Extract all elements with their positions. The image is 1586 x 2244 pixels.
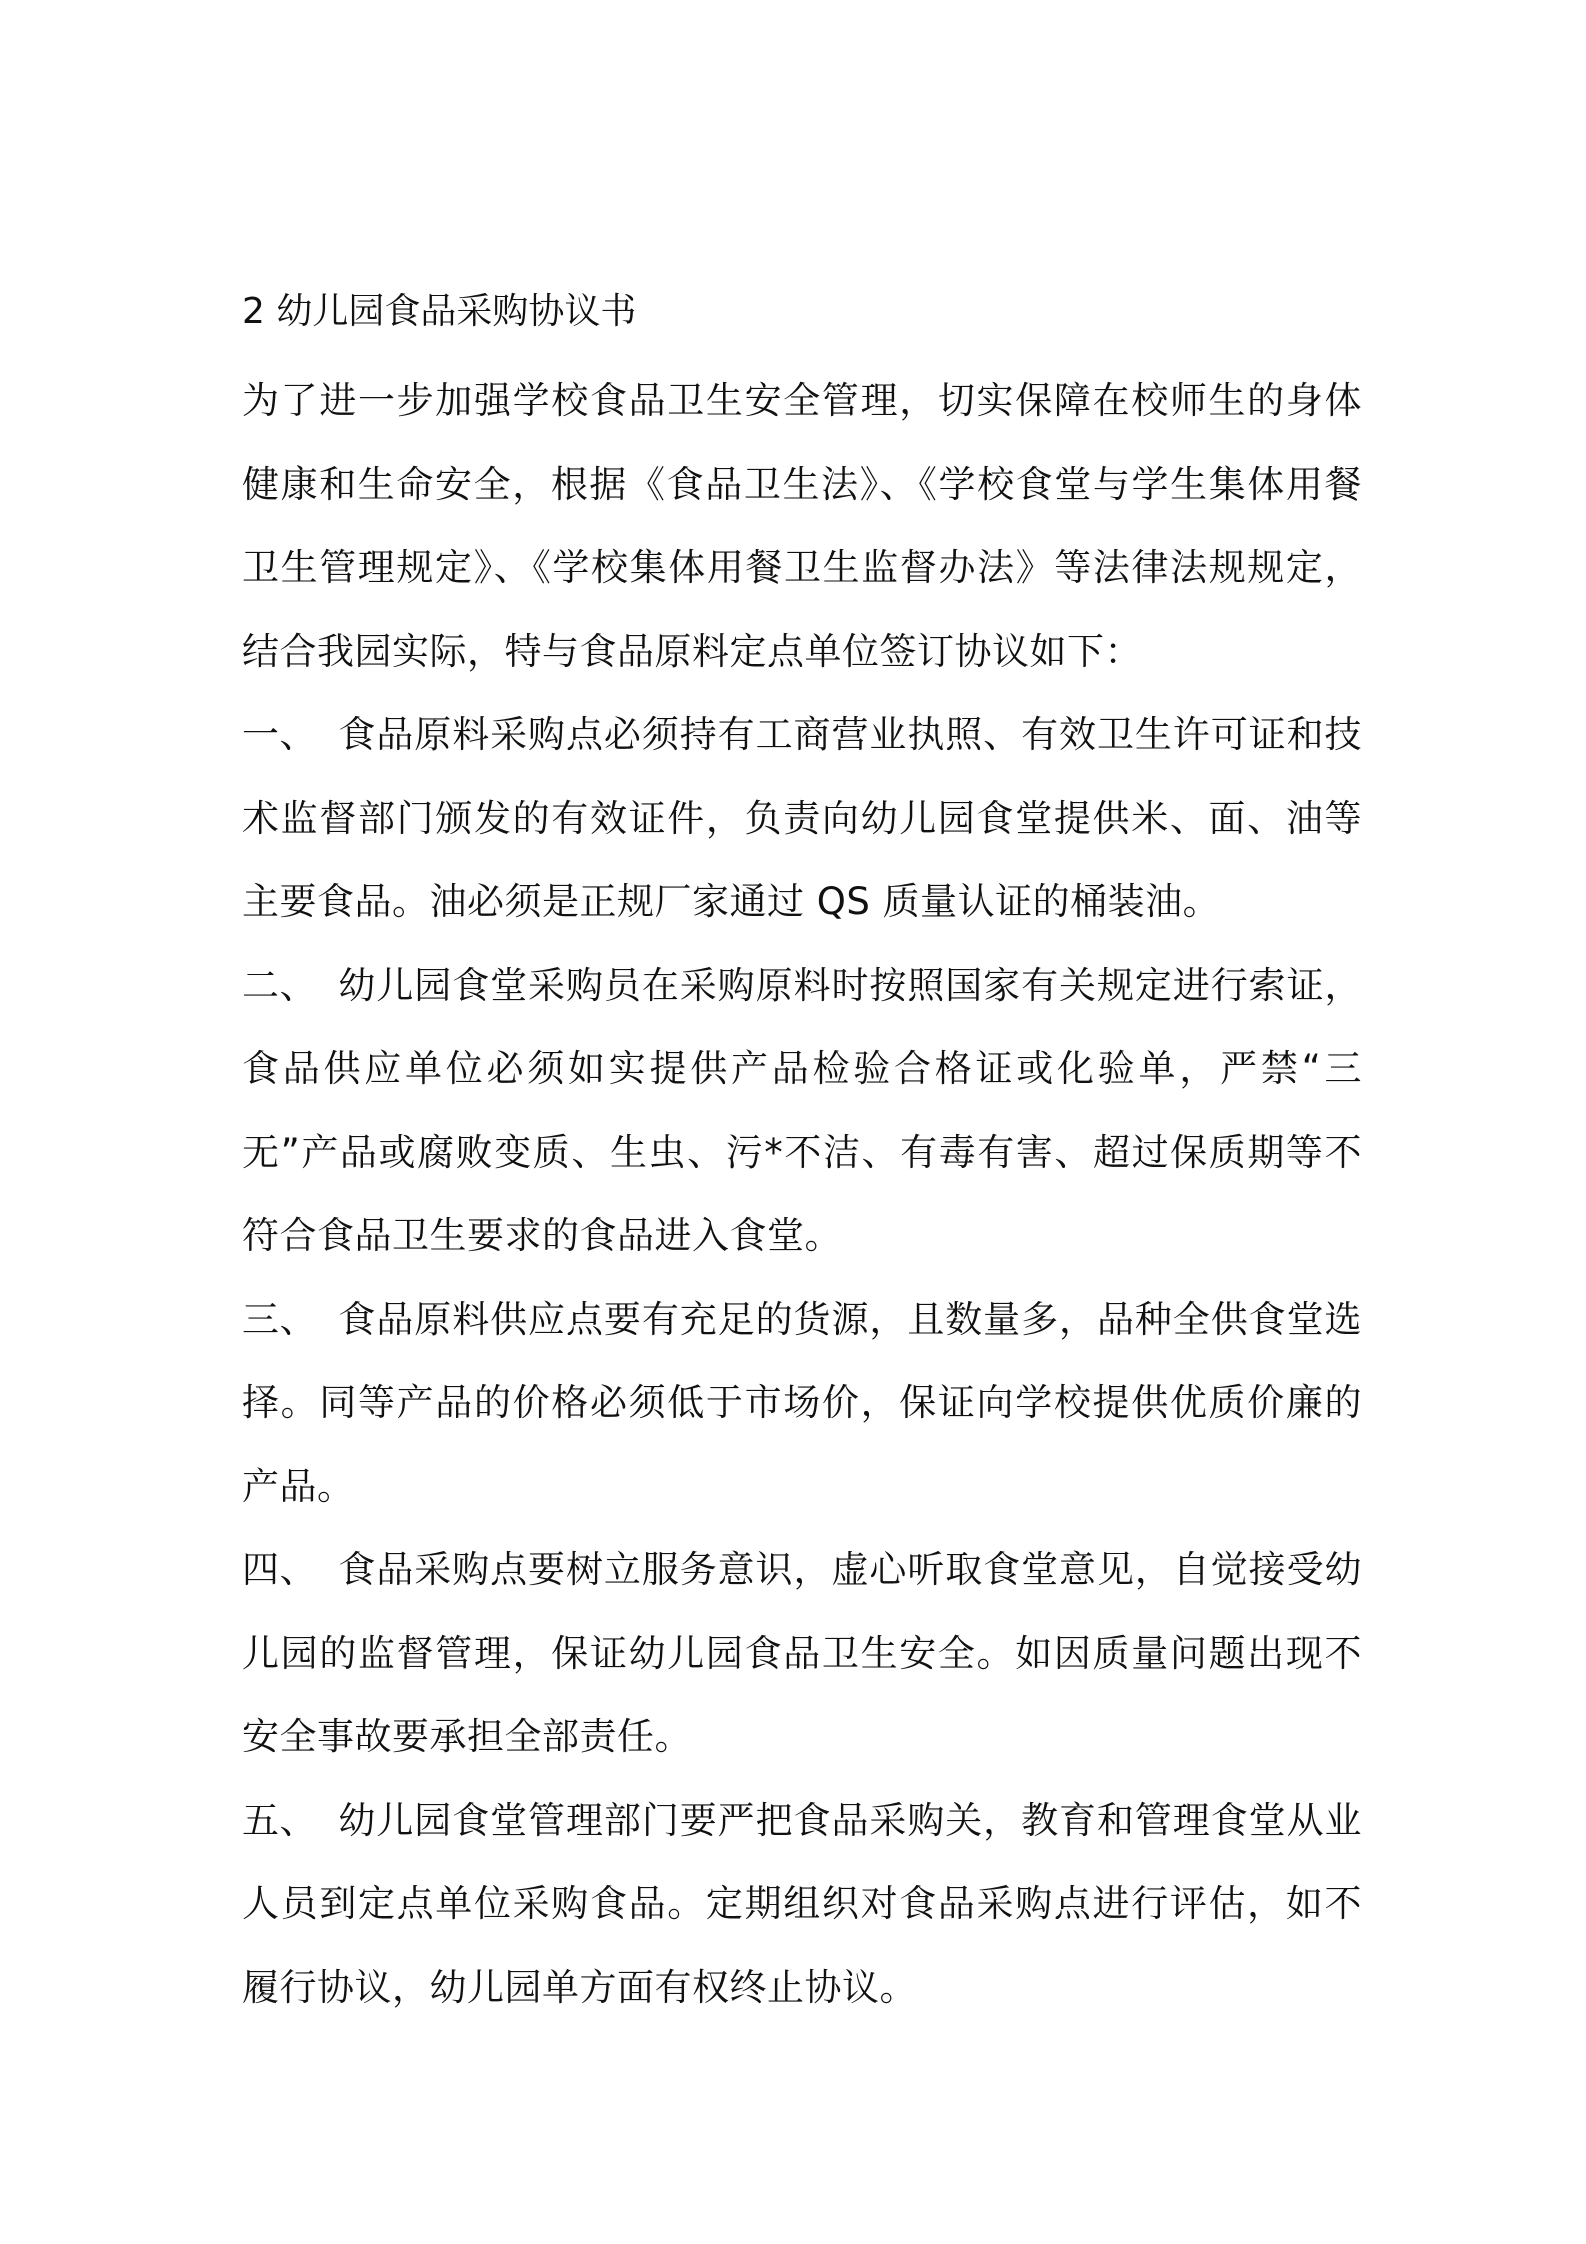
clause-2-number: 二、	[242, 963, 317, 1007]
clause-3-text: 食品原料供应点要有充足的货源，且数量多，品种全供食堂选择。同等产品的价格必须低于市场价，保证向学校提供优质价廉的产品。	[242, 1297, 1362, 1508]
clause-1-text: 食品原料采购点必须持有工商营业执照、有效卫生许可证和技术监督部门颁发的有效证件，负责向幼儿园食堂提供米、面、油等主要食品。油必须是正规厂家通过 QS 质量认证的桶装油。	[242, 713, 1362, 923]
clause-2-text: 幼儿园食堂采购员在采购原料时按照国家有关规定进行索证，食品供应单位必须如实提供产品检验合格证或化验单，严禁“三无”产品或腐败变质、生虫、污*不洁、有毒有害、超过保质期等不符合食品卫生要求的食品进入食堂。	[242, 963, 1362, 1257]
clause-5	[242, 1779, 1362, 2030]
clause-4-number: 四、	[242, 1548, 317, 1591]
clause-5-text: 幼儿园食堂管理部门要严把食品采购关，教育和管理食堂从业人员到定点单位采购食品。定期组织对食品采购点进行评估，如不履行协议，幼儿园单方面有权终止协议。	[242, 1798, 1362, 2009]
clause-1-number: 一、	[242, 713, 317, 756]
document-title: 2 幼儿园食品采购协议书	[242, 291, 637, 332]
clause-1	[242, 693, 1362, 944]
clause-4-text: 食品采购点要树立服务意识，虚心听取食堂意见，自觉接受幼儿园的监督管理，保证幼儿园食品卫生安全。如因质量问题出现不安全事故要承担全部责任。	[242, 1548, 1362, 1758]
intro-paragraph: 为了进一步加强学校食品卫生安全管理，切实保障在校师生的身体健康和生命安全，根据《食品卫生法》、《学校食堂与学生集体用餐卫生管理规定》、《学校集体用餐卫生监督办法》等法律法规规定，结合我园实际，特与食品原料定点单位签订协议如下：	[242, 379, 1362, 673]
clause-3-number: 三、	[242, 1297, 317, 1341]
clause-2	[242, 944, 1362, 1278]
clause-4	[242, 1528, 1362, 1779]
clause-5-number: 五、	[242, 1798, 317, 1842]
document-body	[242, 277, 1362, 2029]
clause-3	[242, 1278, 1362, 1529]
